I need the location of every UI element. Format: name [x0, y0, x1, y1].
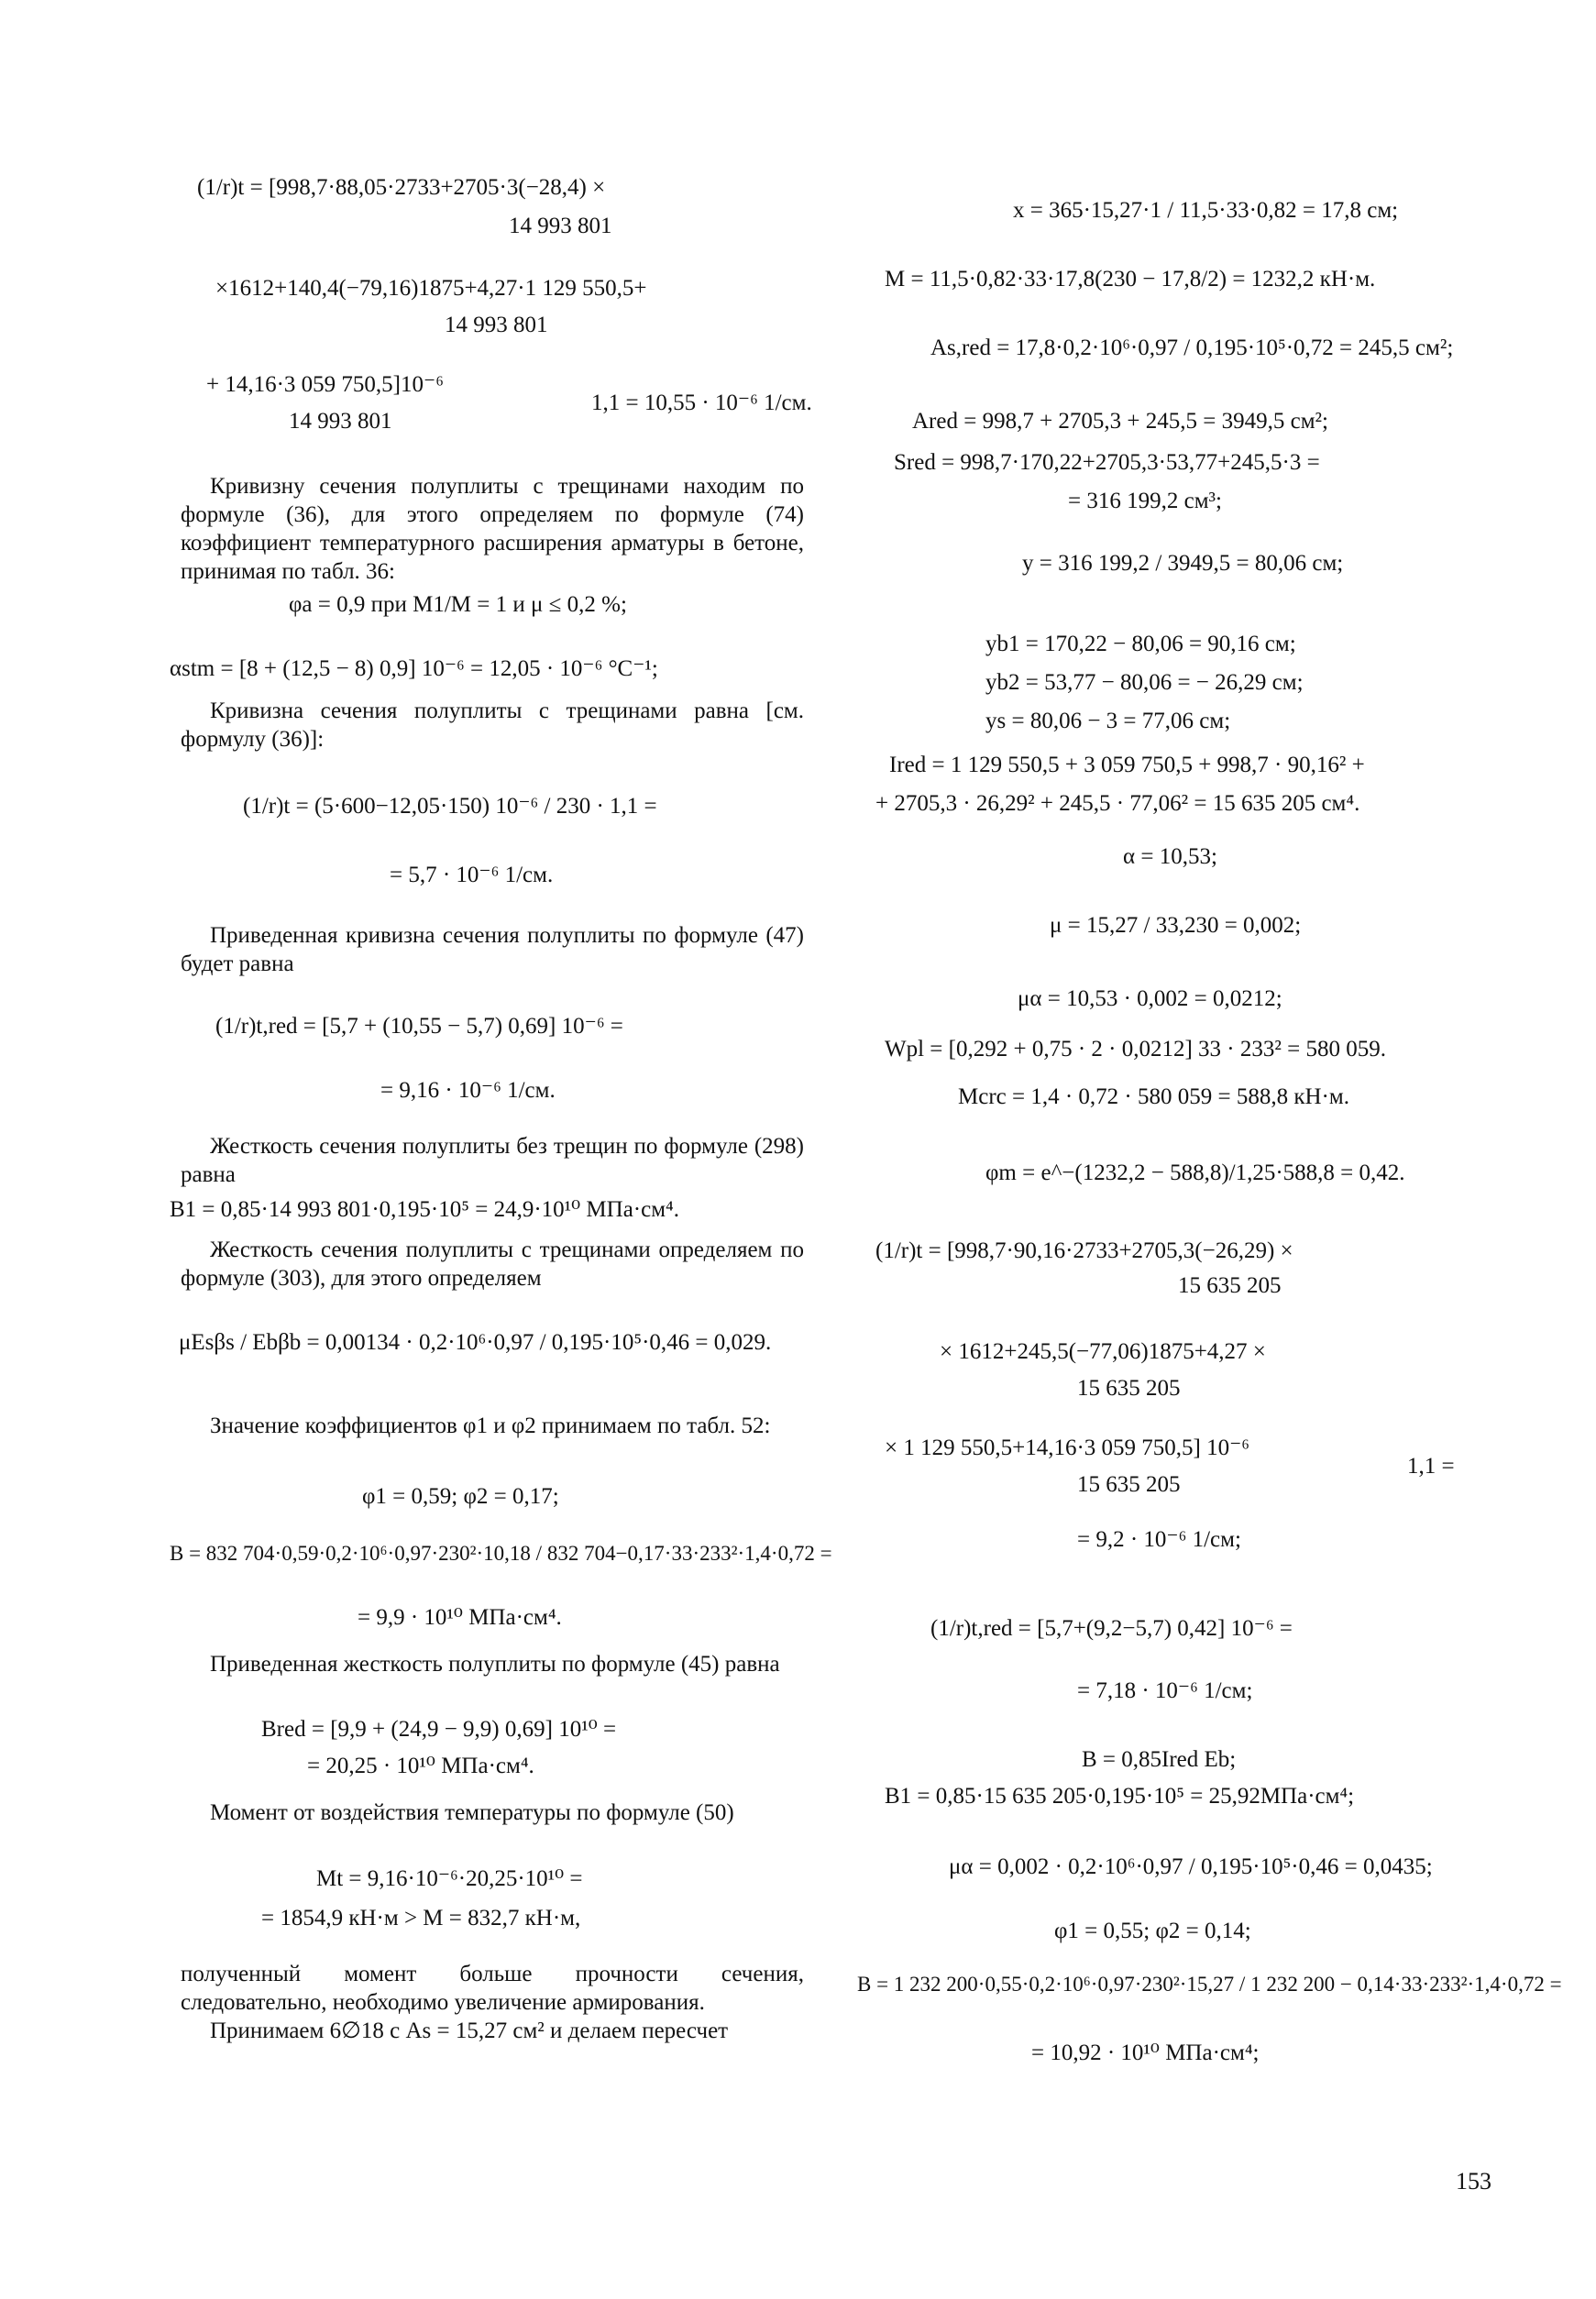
formula-line: μα = 10,53 · 0,002 = 0,0212; — [1018, 986, 1282, 1011]
formula-denominator: 15 635 205 — [1077, 1472, 1181, 1497]
formula-line: μ = 15,27 / 33,230 = 0,002; — [1050, 913, 1302, 938]
formula-line: Sred = 998,7·170,22+2705,3·53,77+245,5·3 = — [894, 450, 1320, 475]
formula-line: = 316 199,2 см³; — [1068, 489, 1222, 513]
formula-line: B1 = 0,85·14 993 801·0,195·10⁵ = 24,9·10¹⁰ МПа·см⁴. — [170, 1197, 679, 1222]
formula-line: yb2 = 53,77 − 80,06 = − 26,29 см; — [985, 670, 1304, 695]
formula-result: 1,1 = 10,55 · 10⁻⁶ 1/см. — [591, 390, 812, 415]
formula-line: + 2705,3 · 26,29² + 245,5 · 77,06² = 15 635 205 см⁴. — [875, 791, 1360, 816]
formula-line: αstm = [8 + (12,5 − 8) 0,9] 10⁻⁶ = 12,05 · 10⁻⁶ °С⁻¹; — [170, 656, 658, 681]
paragraph: Принимаем 6∅18 с As = 15,27 см² и делаем пересчет — [210, 2018, 729, 2043]
formula-line: = 7,18 · 10⁻⁶ 1/см; — [1077, 1678, 1253, 1703]
formula-line: = 20,25 · 10¹⁰ МПа·см⁴. — [307, 1754, 534, 1778]
formula-line: y = 316 199,2 / 3949,5 = 80,06 см; — [1022, 551, 1344, 576]
paragraph: Значение коэффициентов φ1 и φ2 принимаем по табл. 52: — [210, 1414, 771, 1438]
formula-line: B = 832 704·0,59·0,2·10⁶·0,97·230²·10,18 / 832 704−0,17·33·233²·1,4·0,72 = — [170, 1542, 832, 1565]
formula-denominator: 15 635 205 — [1178, 1273, 1282, 1298]
formula-line: Wpl = [0,292 + 0,75 · 2 · 0,0212] 33 · 233² = 580 059. — [885, 1037, 1386, 1062]
formula-line: α = 10,53; — [1123, 844, 1217, 869]
formula-line: = 5,7 · 10⁻⁶ 1/см. — [390, 863, 554, 887]
page-number: 153 — [1456, 2168, 1491, 2194]
formula-line: As,red = 17,8·0,2·10⁶·0,97 / 0,195·10⁵·0,72 = 245,5 см²; — [930, 336, 1454, 360]
formula-line: yb1 = 170,22 − 80,06 = 90,16 см; — [985, 632, 1296, 656]
formula-line: × 1 129 550,5+14,16·3 059 750,5] 10⁻⁶ — [885, 1436, 1250, 1460]
formula-line: = 9,2 · 10⁻⁶ 1/см; — [1077, 1527, 1241, 1552]
formula-line: B = 0,85Ired Eb; — [1082, 1747, 1237, 1772]
formula-line: Ired = 1 129 550,5 + 3 059 750,5 + 998,7 · 90,16² + — [889, 753, 1365, 777]
formula-denominator: 15 635 205 — [1077, 1376, 1181, 1401]
formula-line: (1/r)t = [998,7·90,16·2733+2705,3(−26,29) × — [875, 1238, 1293, 1263]
formula-line: ×1612+140,4(−79,16)1875+4,27·1 129 550,5+ — [215, 276, 647, 301]
paragraph: Приведенная жесткость полуплиты по формуле (45) равна — [210, 1652, 780, 1677]
formula-line: B1 = 0,85·15 635 205·0,195·10⁵ = 25,92МПа·см⁴; — [885, 1784, 1355, 1809]
formula-line: M = 11,5·0,82·33·17,8(230 − 17,8/2) = 1232,2 кН·м. — [885, 267, 1376, 292]
formula-line: (1/r)t,red = [5,7+(9,2−5,7) 0,42] 10⁻⁶ = — [930, 1616, 1293, 1641]
formula-line: μα = 0,002 · 0,2·10⁶·0,97 / 0,195·10⁵·0,46 = 0,0435; — [949, 1854, 1433, 1879]
formula-line: φm = e^−(1232,2 − 588,8)/1,25·588,8 = 0,42. — [985, 1160, 1405, 1185]
formula-line: = 9,16 · 10⁻⁶ 1/см. — [380, 1078, 556, 1103]
formula-denominator: 14 993 801 — [509, 214, 612, 238]
formula-line: ys = 80,06 − 3 = 77,06 см; — [985, 709, 1231, 733]
paragraph: Жесткость сечения полуплиты с трещинами определяем по формуле (303), для этого определяем — [181, 1238, 804, 1291]
formula-denominator: 14 993 801 — [445, 313, 548, 337]
formula-line: (1/r)t,red = [5,7 + (10,55 − 5,7) 0,69] 10⁻⁶ = — [215, 1014, 623, 1039]
formula-line: μEsβs / Ebβb = 0,00134 · 0,2·10⁶·0,97 / 0,195·10⁵·0,46 = 0,029. — [179, 1330, 772, 1355]
formula-line: φ1 = 0,59; φ2 = 0,17; — [362, 1484, 559, 1509]
formula-line: Mcrc = 1,4 · 0,72 · 580 059 = 588,8 кН·м. — [958, 1084, 1349, 1109]
paragraph: Кривизна сечения полуплиты с трещинами равна [см. формулу (36)]: — [181, 698, 804, 752]
formula-line: = 9,9 · 10¹⁰ МПа·см⁴. — [358, 1605, 562, 1630]
formula-result: 1,1 = — [1407, 1454, 1455, 1479]
formula-line: (1/r)t = [998,7·88,05·2733+2705·3(−28,4) × — [197, 175, 606, 200]
formula-line: Bred = [9,9 + (24,9 − 9,9) 0,69] 10¹⁰ = — [261, 1717, 617, 1742]
formula-line: φa = 0,9 при M1/M = 1 и μ ≤ 0,2 %; — [289, 592, 627, 617]
paragraph: Момент от воздействия температуры по формуле (50) — [210, 1800, 734, 1825]
paragraph: Жесткость сечения полуплиты без трещин по формуле (298) равна — [181, 1134, 804, 1187]
formula-line: Ared = 998,7 + 2705,3 + 245,5 = 3949,5 см²; — [912, 409, 1328, 434]
formula-denominator: 14 993 801 — [289, 409, 392, 434]
formula-line: B = 1 232 200·0,55·0,2·10⁶·0,97·230²·15,27 / 1 232 200 − 0,14·33·233²·1,4·0,72 = — [857, 1973, 1562, 1996]
formula-line: = 1854,9 кН·м > M = 832,7 кН·м, — [261, 1906, 581, 1930]
formula-line: × 1612+245,5(−77,06)1875+4,27 × — [940, 1339, 1266, 1364]
formula-line: (1/r)t = (5·600−12,05·150) 10⁻⁶ / 230 · 1,1 = — [243, 794, 657, 819]
paragraph: Приведенная кривизна сечения полуплиты по формуле (47) будет равна — [181, 923, 804, 976]
formula-line: + 14,16·3 059 750,5]10⁻⁶ — [206, 372, 444, 397]
paragraph: Кривизну сечения полуплиты с трещинами находим по формуле (36), для этого определяем по формуле (74) коэффициент температурного расширения арматуры в бетоне, принимая по табл. 36: — [181, 474, 804, 584]
formula-line: = 10,92 · 10¹⁰ МПа·см⁴; — [1031, 2040, 1260, 2065]
formula-line: Mt = 9,16·10⁻⁶·20,25·10¹⁰ = — [316, 1866, 583, 1891]
formula-line: φ1 = 0,55; φ2 = 0,14; — [1054, 1919, 1251, 1943]
paragraph: полученный момент больше прочности сечения, следовательно, необходимо увеличение армирования. — [181, 1962, 804, 2015]
formula-line: x = 365·15,27·1 / 11,5·33·0,82 = 17,8 см; — [1013, 198, 1399, 223]
